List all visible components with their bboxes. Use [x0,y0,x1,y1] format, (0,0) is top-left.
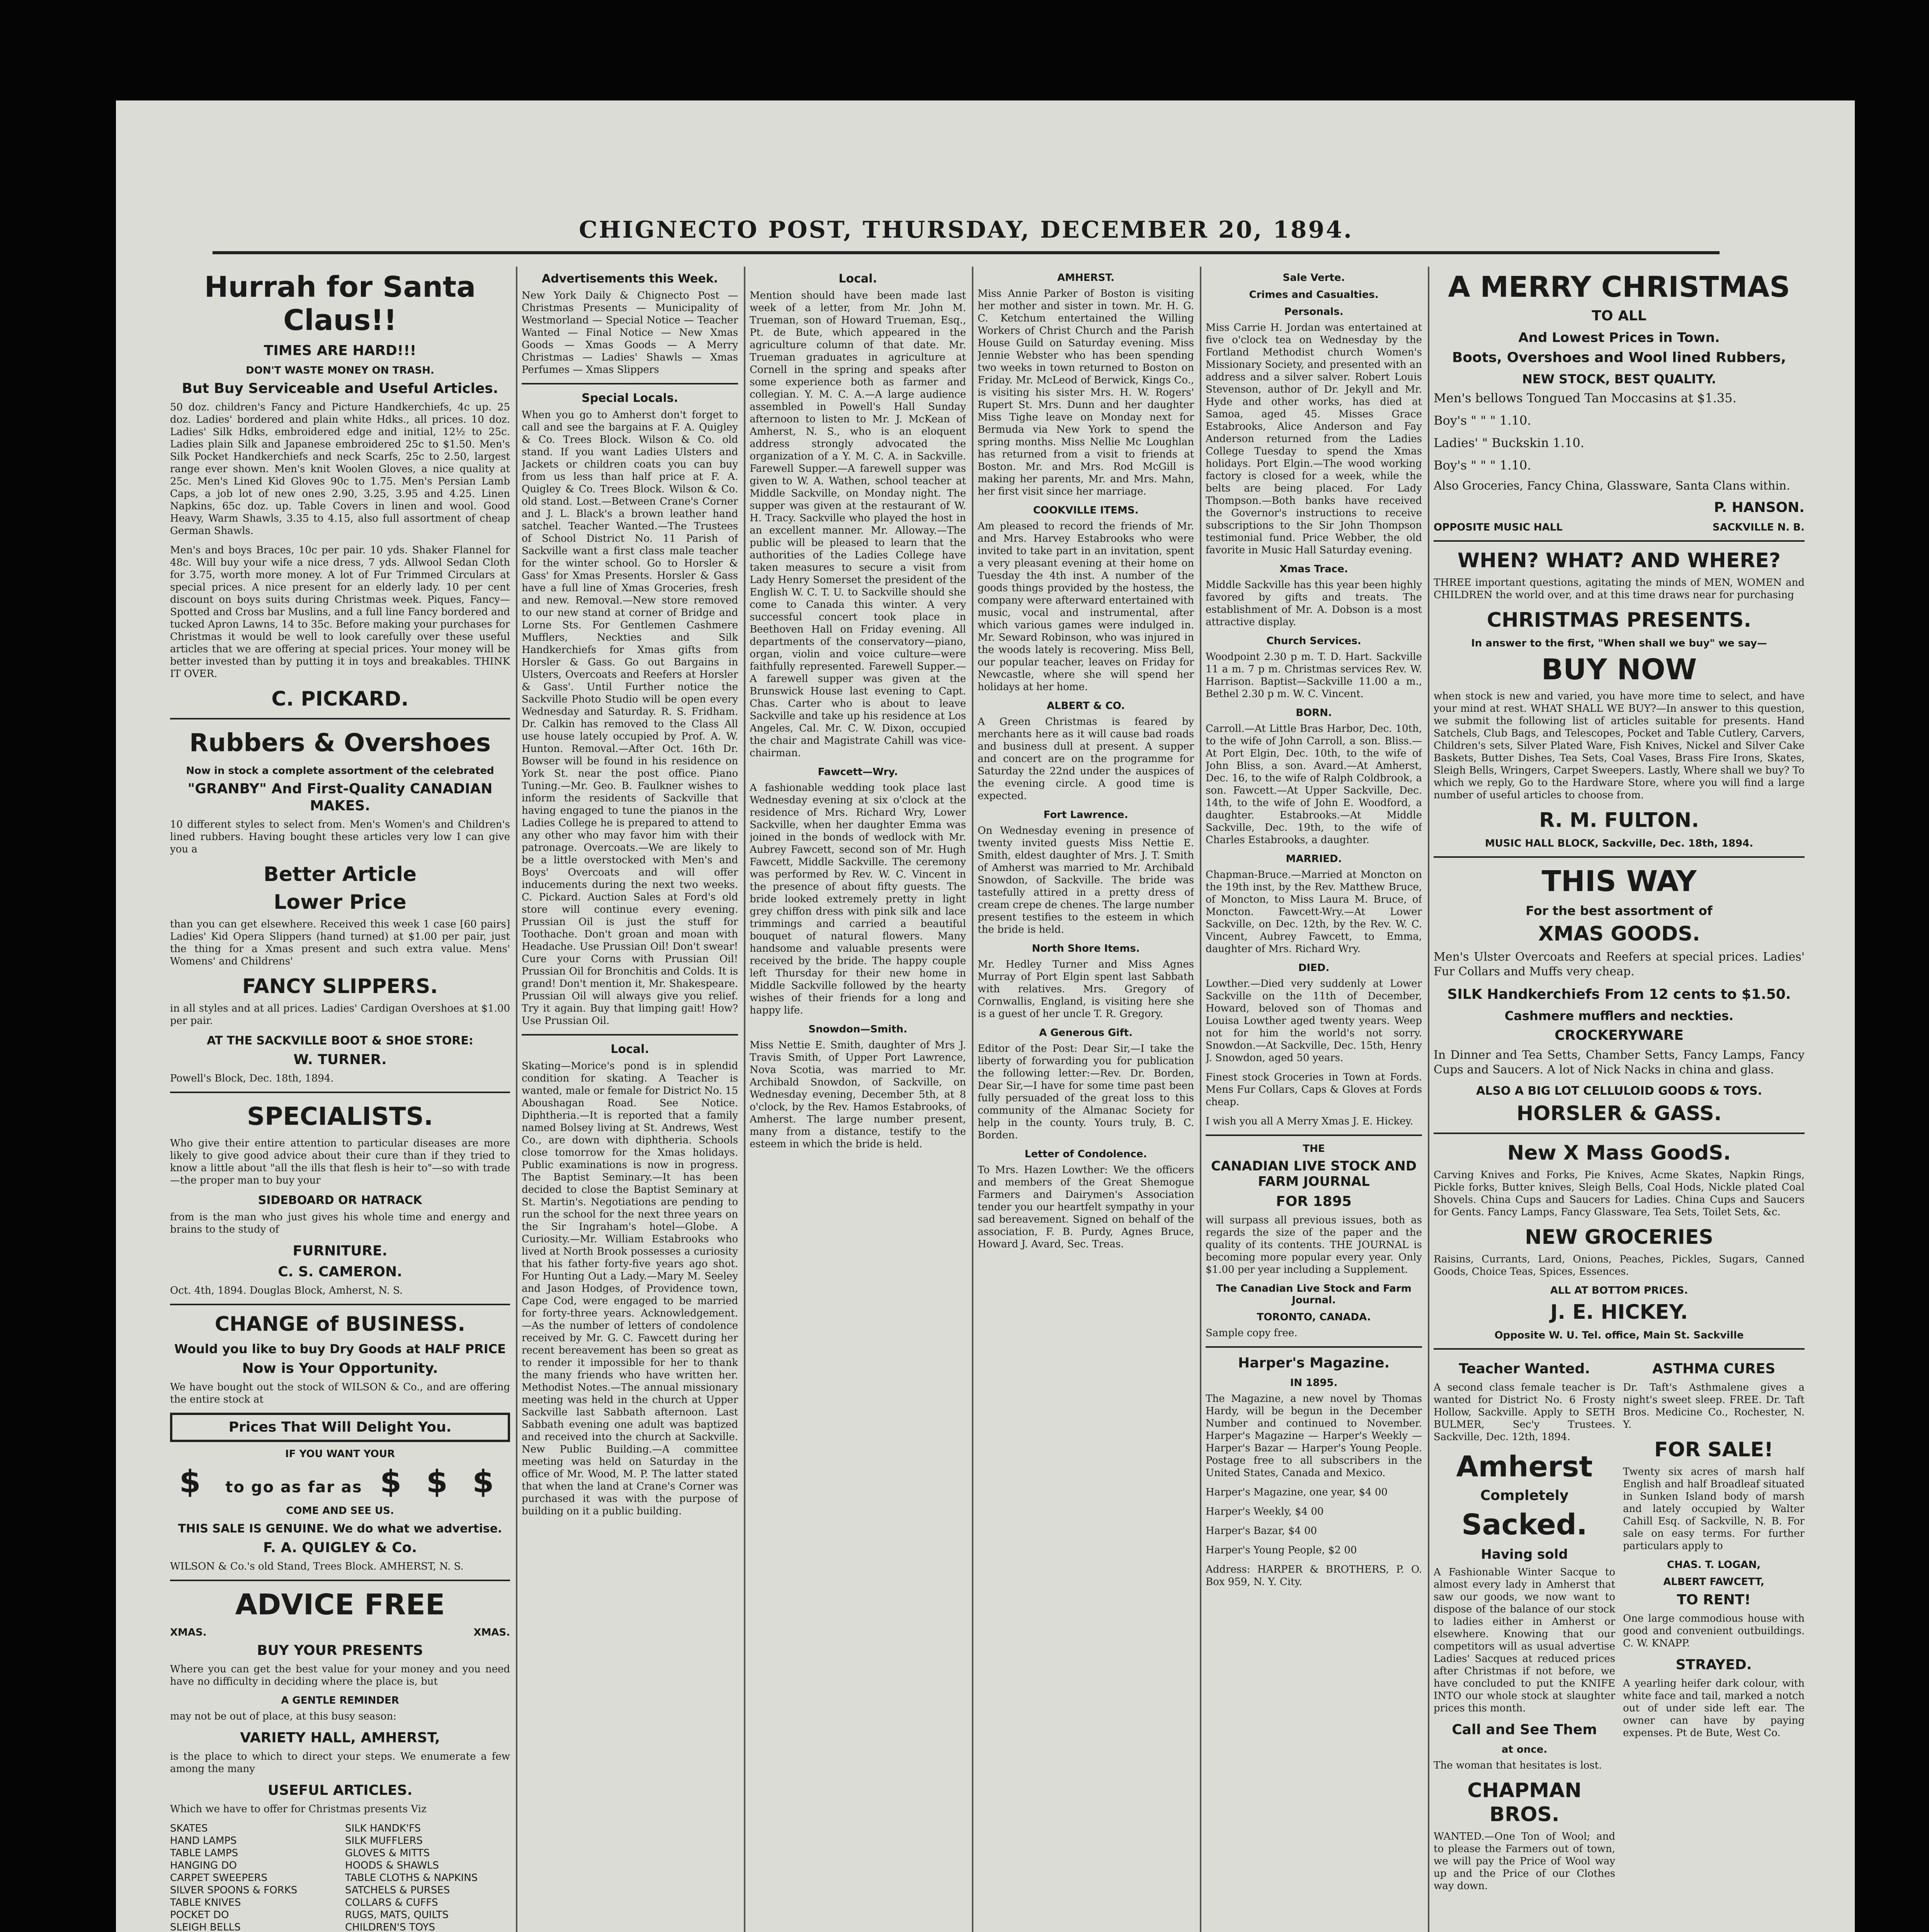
at-once: at once. [1501,1744,1548,1755]
if-want: IF YOU WANT YOUR [285,1448,395,1460]
sale-title: Sale Verte. [1283,272,1345,284]
column-rule [1428,267,1429,1932]
sacked: Sacked. [1461,1508,1587,1541]
hesitates: The woman that hesitates is lost. [1434,1760,1602,1771]
merry-text: MERRY CHRISTMAS [1480,270,1790,304]
list-item: TABLE KNIVES [170,1897,241,1908]
amherst-body: Miss Annie Parker of Boston is visiting her mother and sister in town. Mr. H. G. C. Ketchum entertained the Willing Workers of Christ Church and the Parish House Guild on Saturday evening. Miss Jennie Webster who has been spending two weeks in town returned to Boston on Friday. Mr. McLeod of Berwick, Kings Co., is visiting his sister Mrs. H. W. Rogers' Rupert St. Mrs. Dunn and her daughter Miss Tighe leave on Monday next for Bermuda via New York to spend the spring months. Miss Nellie Mc Loughlan has returned from a visit to friends at Boston. Mr. and Mrs. Rod McGill is making her parents, Mr. and Mrs. Mahn, her first visit since her marriage. [978,288,1194,497]
harpers-year: IN 1895. [1290,1377,1338,1389]
rubbers-title: Rubbers & Overshoes [189,729,491,757]
pickard-name: C. PICKARD. [271,687,409,711]
to-all: TO ALL [1592,308,1647,324]
column-rule [516,267,517,1932]
gift-body: Editor of the Post: Dear Sir,—I take the liberty of forwarding you for publication the following letter:—Rev. Dr. Borden, Dear Sir,—I have for some time past been fully persuaded of the great loss to this community of the Almanac Society for help in the county. Yours truly, B. C. Borden. [978,1043,1194,1141]
list-item: TABLE CLOTHS & NAPKINS [345,1872,478,1884]
strayed: STRAYED. [1676,1657,1752,1673]
celluloid: ALSO A BIG LOT CELLULOID GOODS & TOYS. [1476,1084,1762,1098]
list-item: CARPET SWEEPERS [170,1872,268,1884]
new-groceries: NEW GROCERIES [1525,1226,1713,1249]
moc-line: Men's bellows Tongued Tan Moccasins at $1.35. [1434,391,1737,405]
music-hall: OPPOSITE MUSIC HALL [1434,522,1563,533]
divider [170,1304,510,1305]
married-title: MARRIED. [1286,853,1342,865]
list-item: SILK MUFFLERS [345,1835,423,1847]
list-item: HAND LAMPS [170,1835,237,1847]
xmas-right: XMAS. [473,1627,510,1638]
merry-xmas-line: I wish you all A Merry Xmas J. E. Hickey. [1206,1116,1413,1127]
opportunity: Now is Your Opportunity. [242,1361,438,1376]
harpers-price: Harper's Young People, $2 00 [1206,1544,1357,1556]
new-stock: NEW STOCK, BEST QUALITY. [1522,372,1716,386]
xmas-line [170,1627,510,1638]
santa-ad-sub: TIMES ARE HARD!!! [264,343,417,359]
fortlaw-body: On Wednesday evening in presence of twenty invited guests Miss Nettie E. Smith, eldest daughter of Mrs. J. T. Smith of Amherst was married to Mr. Archibald Snowdon, of Sackville. The bride was tastefully attired in a pretty dress of cream crepe de chenes. The large number present testifies to the esteem in which the bride is held. [978,825,1194,935]
column-5 [1206,267,1422,1932]
when-what-where: WHEN? WHAT? AND WHERE? [1457,549,1781,572]
fulton-name: R. M. FULTON. [1539,809,1699,832]
local-body: Skating—Morice's pond is in splendid condition for skating. A Teacher is wanted, male or female for District No. 15 Aboushagan Road. See Notice. Diphtheria.—It is reported that a family named Bolsey living at St. Andrews, West Co., are down with diphtheria. Schools close tomorrow for the Xmas holidays. Public examinations is now in progress. The Baptist Seminary.—It has been decided to close the Baptist Seminary at St. Martin's. Negotiations are pending to run the school for the next three years on the Sir Ingraham's hotel—Globe. A Curiosity.—Mr. William Estabrooks who lived at North Brook possesses a curiosity that his father forty-five years ago shot. For Hunting Out a Lady.—Mary M. Seeley and Jason Hodges, of Providence town, Cape Cod, were engaged to be married for forty-three years. Acknowledgement.—As the number of letters of condolence received by Mr. G. C. Fawcett during her recent bereavement has been so great as to render it impossible for her to thank the many friends who have written her. Methodist Notes.—The annual missionary meeting was held in the church at Upper Sackville last Sabbath afternoon. Last Sabbath evening one adult was baptized and received into the church at Sackville. New Public Building.—A committee meeting was held on Saturday in the office of Mr. Wood, M. P. The latter stated that when the land at Crane's Corner was purchased it was with the purpose of building on it a public building. [522,1060,738,1517]
having-sold: Having sold [1481,1547,1568,1562]
teacher-body: A second class female teacher is wanted for District No. 6 Frosty Hollow, Sackville. Apply to SETH BULMER, Sec'y Trustees. Sackville, Dec. 12th, 1894. [1434,1382,1615,1443]
cookville-body: Am pleased to record the friends of Mr. and Mrs. Harvey Estabrooks who were invited to take part in an invitation, spent a very pleasant evening at their home on Tuesday the 4th inst. A number of the goods things provided by the hostess, the company were afterward entertained with music, vocal and instrumental, after which various games were indulged in. Mr. Seward Robinson, who was injured in the woods lately is recovering. Miss Bell, our popular teacher, leaves on Friday for Newcastle, where she will spend her holidays at her home. [978,520,1194,693]
new-xmas-goods: New X Mass GoodS. [1507,1141,1731,1165]
furniture-word: FURNITURE. [293,1243,388,1259]
column-3 [750,267,966,1932]
torent-body: One large commodious house with good and convenient outbuildings. C. W. KNAPP. [1623,1613,1805,1649]
hanson-addr [1434,522,1805,533]
teacher-title: Teacher Wanted. [1459,1361,1590,1377]
turner-date: Powell's Block, Dec. 18th, 1894. [170,1073,334,1084]
harpers-body: The Magazine, a new novel by Thomas Hardy, will be begun in the December Number and continued to November. Harper's Magazine — Harper's Weekly — Harper's Bazar — Harper's Young People. Postage free to all subscribers in the United States, Canada and Mexico. [1206,1393,1422,1479]
delight-box: Prices That Will Delight You. [170,1413,510,1442]
journal-the: THE [1303,1143,1325,1155]
column-4 [978,267,1194,1932]
moc-line: Boy's " " " 1.10. [1434,413,1531,428]
torent: TO RENT! [1677,1592,1751,1608]
list-item: GLOVES & MITTS [345,1847,430,1859]
north-body: Mr. Hedley Turner and Miss Agnes Murray of Port Elgin spent last Sabbath with relatives. Mrs. Gregory of Cornwallis, England, is visiting here she is a guest of her uncle T. R. Gregory. [978,959,1194,1020]
albert-title: ALBERT & CO. [1046,700,1125,712]
divider [1434,540,1805,542]
turner-name: W. TURNER. [293,1052,387,1068]
masthead: CHIGNECTO POST, THURSDAY, DECEMBER 20, 1894. [213,209,1720,254]
for-sale-body: Twenty six acres of marsh half English and half Broadleaf situated in Sunken Island body of marsh and lately occupied by Walter Cahill Esq. of Sackville, N. B. For sale on easy terms. For further particulars apply to [1623,1466,1805,1552]
amherst-title: AMHERST. [1057,272,1114,284]
hickey-addr: Opposite W. U. Tel. office, Main St. Sackville [1494,1330,1744,1341]
newspaper-page [116,100,1855,1932]
journal-year: FOR 1895 [1276,1194,1352,1209]
lower-left-ads [1434,1357,1615,1899]
local-title: Local. [611,1043,649,1056]
journal-city: TORONTO, CANADA. [1257,1311,1371,1323]
rubbers-sub: Now in stock a complete assortment of the celebrated [186,765,494,777]
buy-now: BUY NOW [1541,653,1697,686]
divider [1434,856,1805,858]
offer-line: Which we have to offer for Christmas presents Viz [170,1803,427,1815]
strayed-body: A yearling heifer dark colour, with white face and tail, marked a notch out of under side left ear. The owner can have by paying expenses. Pt de Bute, West Co. [1623,1678,1805,1739]
sample-copy: Sample copy free. [1206,1327,1298,1339]
fortlaw-title: Fort Lawrence. [1043,809,1128,821]
died-title: DIED. [1298,962,1330,974]
list-item: RUGS, MATS, QUILTS [345,1909,449,1921]
list-item: HANGING DO [170,1860,237,1871]
church-body: Woodpoint 2.30 p m. T. D. Hart. Sackville 11 a m. 7 p m. Christmas services Rev. W. Harrison. Baptist—Sackville 11.00 a m., Bethel 2.30 p m. W. C. Vincent. [1206,651,1422,700]
hickey-name: J. E. HICKEY. [1550,1301,1688,1324]
crockery: CROCKERYWARE [1555,1027,1684,1043]
column-2 [522,267,738,1932]
sacked-body: A Fashionable Winter Sacque to almost every lady in Amherst that saw our goods, we now want to dispose of the balance of our stock to ladies either in Amherst or elsewhere. Knowing that our competitors will as usual advertise Ladies' Sacques at reduced prices after Christmas if not before, we have concluded to put the KNIFE INTO our whole stock at slaughter prices this month. [1434,1566,1615,1714]
opp-body: We have bought out the stock of WILSON & Co., and are offering the entire stock at [170,1381,510,1405]
snowdon-body: Miss Nettie E. Smith, daughter of Mrs J. Travis Smith, of Upper Port Lawrence, Nova Scotia, was married to Mr. Archibald Snowdon, of Sackville, on Wednesday evening, December 5th, at 8 o'clock, by the Rev. Hamos Estabrooks, of Amherst. The large number present, many from a distance, testify to the esteem in which the bride is held. [750,1039,966,1150]
married-body: Chapman-Bruce.—Married at Moncton on the 19th inst, by the Rev. Matthew Bruce, of Moncton, to Miss Laura M. Bruce, of Moncton. Fawcett-Wry.—At Lower Sackville, on Dec. 12th, by the Rev. W. C. Vincent, Aubrey Fawcett, to Emma, daughter of Mrs. Richard Wry. [1206,869,1422,955]
born-title: BORN. [1296,707,1332,719]
granby-line: "GRANBY" And First-Quality CANADIAN MAKES. [187,781,493,814]
genuine: THIS SALE IS GENUINE. We do what we advertise. [178,1522,502,1536]
list-item: SLEIGH BELLS [170,1922,241,1932]
lower-right-ads [1623,1357,1805,1899]
lower-right-block [1434,1357,1805,1899]
shall-line: In answer to the first, "When shall we buy" we say— [1471,638,1767,649]
sideboard-line: SIDEBOARD OR HATRACK [258,1194,422,1207]
boot-store: AT THE SACKVILLE BOOT & SHOE STORE: [207,1034,473,1048]
for-sale: FOR SALE! [1654,1438,1773,1461]
come-see: COME AND SEE US. [286,1505,394,1517]
divider [170,1580,510,1581]
chapman-name: CHAPMAN BROS. [1467,1779,1582,1826]
advice-title: ADVICE FREE [235,1588,445,1621]
finest-stock: Finest stock Groceries in Town at Fords. Mens Fur Collars, Caps & Gloves at Fords cheap. [1206,1071,1422,1108]
harpers-price: Harper's Magazine, one year, $4 00 [1206,1486,1388,1498]
crimes-title: Crimes and Casualties. [1249,289,1379,301]
fawcett-title: Fawcett—Wry. [818,766,898,778]
specialists-body: Who give their entire attention to particular diseases are more likely to give good advice about their cure than if they tried to know a little about "all the ills that flesh is heir to"—so with trade—the proper man to buy your [170,1138,510,1186]
santa-ad-sub3: But Buy Serviceable and Useful Articles. [182,381,498,396]
list-item: CHILDREN'S TOYS [345,1922,435,1932]
santa-ad-title: Hurrah for Santa Claus!! [204,270,476,337]
local-body: Mention should have been made last week of a letter, from Mr. John M. Trueman, son of Howard Trueman, Esq., Pt. de Bute, which appeared in the agriculture column of that date. Mr. Trueman graduates in agriculture at Cornell in the spring and speaks after some experience both as farmer and collegian. Y. M. C. A.—A large audience assembled in Powell's Hall Sunday afternoon to listen to Mr. J. McKean of Amherst, N. S., who is an eloquent address strongly advocated the organization of a Y. M. C. A. in Sackville. Farewell Supper.—A farewell supper was given to W. A. Wathen, school teacher at Middle Sackville, on Monday night. The supper was given at the restaurant of W. H. Tracy. Sackville who played the host in an excellent manner. Mr. Alloway.—The public will be pleased to learn that the authorities of the Ladies College have taken measures to secure a visit from Lady Henry Somerset the president of the English W. C. T. U. to Sackville should she come to Canada this winter. A very successful concert took place in Beethoven Hall on Friday evening. All departments of the conservatory—piano, organ, violin and voice culture—were faithfully represented. Farewell Supper.—A farewell supper was given at the Brunswick House last evening to Capt. Chas. Carter who is about to leave Sackville and take up his residence at Los Angeles, Cal. Mr. C. W. Dixon, occupied the chair and Magistrate Cahill was vice-chairman. [750,290,966,759]
journal-body: will surpass all previous issues, both as regards the size of the paper and the quality of its contents. THE JOURNAL is becoming more popular every year. Only $1.00 per year including a Supplement. [1206,1214,1422,1276]
quigley-addr: WILSON & Co.'s old Stand, Trees Block. AMHERST, N. S. [170,1561,464,1572]
best-assort: For the best assortment of [1526,903,1713,918]
special-title: Special Locals. [582,391,678,405]
column-1 [170,267,510,1932]
list-item: SATCHELS & PURSES [345,1884,450,1896]
local-title: Local. [839,272,877,286]
santa-ad-body: 50 doz. children's Fancy and Picture Handkerchiefs, 4c up. 25 doz. Ladies' bordered and plain white Hdks., all prices. 10 doz. Ladies' Silk Hdks, embroidered edge and initial, 12½ to 25c. Ladies plain Silk and Japanese embroidered 25c to $1.50. Men's Silk Pocket Handkerchiefs and neck Scarfs, 25c to 2.50, largest range ever shown. Men's knit Woolen Gloves, a nice quality at 25c. Men's Lined Kid Gloves 90c to 1.75. Men's Persian Lamb Caps, a job lot of new ones 2.90, 3.25, 3.95 and 4.25. Linen Napkins, 65c doz. up. Table Covers in linen and wool. Good Heavy, Warm Shawls, 3.35 to 4.15, also full assortment of cheap German Shawls. [170,401,510,537]
xmas-goods: XMAS GOODS. [1538,922,1700,946]
born-body: Carroll.—At Little Bras Harbor, Dec. 10th, to the wife of John Carroll, a son. Bliss.—At Port Elgin, Dec. 10th, to the wife of John Bliss, a son. Avard.—At Amherst, Dec. 16, to the wife of Ralph Coldbrook, a son. Fawcett.—At Upper Sackville, Dec. 14th, to the wife of John E. Woodford, a daughter. Estabrooks.—At Middle Sackville, Dec. 19th, to the wife of Charles Estabrooks, a daughter. [1206,723,1422,846]
merry-christmas-title [1434,270,1805,304]
fawcett-body: A fashionable wedding took place last Wednesday evening at six o'clock at the residence of Mrs. Richard Wry, Lower Sackville, when her daughter Emma was joined in the bonds of wedlock with Mr. Aubrey Fawcett, second son of Mr. Hugh Fawcett, Middle Sackville. The ceremony was performed by Rev. W. C. Vincent in the presence of about fifty guests. The bride looked extremely pretty in light grey chiffon dress with pink silk and lace trimmings and carried a beautiful bouquet of natural flowers. Many handsome and valuable presents were received by the bride. The happy couple left Thursday for their new home in Middle Sackville followed by the hearty wishes of their friends for a long and happy life. [750,782,966,1016]
sackville-nb: SACKVILLE N. B. [1712,522,1805,533]
divider [1434,1133,1805,1134]
divider [170,718,510,719]
condolence-title: Letter of Condolence. [1024,1148,1147,1160]
church-title: Church Services. [1266,635,1361,647]
articles-list [170,1822,510,1932]
divider [170,1092,510,1093]
journal-title: CANADIAN LIVE STOCK AND FARM JOURNAL [1211,1158,1417,1189]
xmas-trace: Xmas Trace. [1279,563,1348,575]
dollar-line [170,1464,510,1500]
far-as: to go as far as [225,1478,362,1496]
furniture-body: from is the man who just gives his whole time and energy and brains to the study of [170,1211,510,1235]
list-item: TABLE LAMPS [170,1847,238,1859]
slippers-body: in all styles and at all prices. Ladies' Cardigan Overshoes at $1.00 per pair. [170,1003,510,1027]
reminder-body: may not be out of place, at this busy season: [170,1711,396,1722]
adv-list: New York Daily & Chignecto Post — Christmas Presents — Municipality of Westmorland — Special Notice — Teacher Wanted — Final Notice — New Xmas Goods — Xmas Goods — A Merry Christmas — Ladies' Shawls — Xmas Perfumes — Xmas Slippers [522,290,738,376]
cameron-addr: Oct. 4th, 1894. Douglas Block, Amherst, N. S. [170,1285,403,1296]
north-title: North Shore Items. [1032,943,1140,954]
divider [522,383,738,384]
cameron-name: C. S. CAMERON. [278,1264,402,1280]
merry-a: A [1448,270,1470,304]
rubbers-body2: than you can get elsewhere. Received this week 1 case [60 pairs] Ladies' Kid Opera Slippers (hand turned) at $1.00 per pair, just the thing for a Xmas present and such extra value. Mens' Womens' and Childrens' [170,918,510,967]
adv-title: Advertisements this Week. [541,272,718,286]
list-item: SKATES [170,1823,208,1834]
chapman-body: WANTED.—One Ton of Wool; and to please the Farmers out of town, we will pay the Price of Wool way up and the Price of our Clothes way down. [1434,1831,1615,1892]
died-body: Lowther.—Died very suddenly at Lower Sackville on the 11th of December, Howard, beloved son of Thomas and Louisa Lowther aged twenty years. Weep not for him the world's not sorry. Snowdon.—At Sackville, Dec. 15th, Henry J. Snowdon, aged 50 years. [1206,978,1422,1064]
personals-title: Personals. [1284,306,1344,318]
xmas-body: Middle Sackville has this year been highly favored by gifts and treats. The establishment of Mr. A. Dobson is a most attractive display. [1206,579,1422,628]
lower-price: Lower Price [274,891,407,914]
cashmere: Cashmere mufflers and neckties. [1504,1009,1734,1023]
list-item: SILK HANDK'FS [345,1823,421,1834]
dollar-right: $ $ $ [380,1464,501,1500]
snowdon-title: Snowdon—Smith. [808,1024,907,1035]
christmas-presents: CHRISTMAS PRESENTS. [1487,609,1752,632]
moc-line: Ladies' " Buckskin 1.10. [1434,435,1584,450]
fulton-addr: MUSIC HALL BLOCK, Sackville, Dec. 18th, 1894. [1485,838,1754,849]
harpers-addr: Address: HARPER & BROTHERS, P. O. Box 959, N. Y. City. [1206,1564,1422,1588]
also-line: Also Groceries, Fancy China, Glassware, Santa Clans within. [1434,479,1790,493]
column-rule [972,267,973,1932]
advice-body: Where you can get the best value for your money and you need have no difficulty in deciding where the place is, but [170,1663,510,1687]
three-questions: THREE important questions, agitating the minds of MEN, WOMEN and CHILDREN the world over, and at this time draws near for purchasing [1434,577,1805,601]
special-body: When you go to Amherst don't forget to call and see the bargains at F. A. Quigley & Co. Trees Block. Wilson & Co. old stand. If you want Ladies Ulsters and Jackets or children coats you can buy from us less than half price at F. A. Quigley & Co. Trees Block. Wilson & Co. old stand. Lost.—Between Crane's Corner and J. L. Black's a brown leather hand satchel. Teacher Wanted.—The Trustees of School District No. 11 Parish of Sackville want a first class male teacher for the winter school. Go to Horsler & Gass' for Xmas Presents. Horsler & Gass have a full line of Xmas Groceries, fresh and new. Removal.—New store removed to our new stand at corner of Bridge and Lorne Sts. For Gentlemen Cashmere Mufflers, Neckties and Silk Handkerchiefs for Xmas gifts from Horsler & Gass. Go out Bargains in Ulsters, Overcoats and Reefers at Horsler & Gass'. Until Further notice the Sackville Photo Studio will be open every Wednesday and Saturday. R. S. Fridham. Dr. Calkin has removed to the Class All use house lately occupied by Prof. A. W. Hunton. Removal.—After Oct. 16th Dr. Bowser will be found in his residence on York St. near the post office. Piano Tuning.—Mr. Geo. B. Faulkner wishes to inform the residents of Sackville that having engaged to tune the pianos in the Ladies College he is prepared to attend to any other who may favor him with their patronage. Overcoats.—We are likely to be a little overstocked with Men's and Boys' Overcoats and will offer inducements during the next two weeks. C. Pickard. Auction Sales at Ford's old store will continue every evening. Prussian Oil is just the stuff for Toothache. Don't groan and moan with Headache. Use Prussian Oil! Don't swear! Cure your Corns with Prussian Oil! Prussian Oil for Bronchitis and Colds. It is grand! Don't mention it, Mr. Shakespeare. Prussian Oil will always give you relief. Try it again. Buy that limping gait! How? Use Prussian Oil. [522,409,738,1027]
divider [1434,1348,1805,1350]
list-item: POCKET DO [170,1909,229,1921]
santa-ad-body2: Men's and boys Braces, 10c per pair. 10 yds. Shaker Flannel for 48c. Will buy your wife a nice dress, 7 yds. Allwool Sedan Cloth for 3.75, worth more money. A lot of Fur Trimmed Circulars at special prices. A nice present for an elderly lady. 10 per cent discount on boys suits during Christmas week. Piques, Fancy—Spotted and Cross bar Muslins, and a full line Fancy bordered and tucked Apron Lawns, 14 to 35c. Before making your purchases for Christmas it would be well to look carefully over these useful articles that we are offering at special prices. Your money will be better invested than by putting it in toys and breakables. THINK IT OVER. [170,544,510,680]
useful-articles: USEFUL ARTICLES. [267,1782,413,1798]
divider [1206,1346,1422,1348]
reminder: A GENTLE REMINDER [281,1695,399,1706]
change-sub: Would you like to buy Dry Goods at HALF PRICE [174,1342,506,1356]
rubbers-body: 10 different styles to select from. Men's Women's and Children's lined rubbers. Having bought these articles very low I can give you a [170,819,510,855]
this-way: THIS WAY [1541,865,1697,898]
column-6 [1434,267,1805,1932]
variety-hall: VARIETY HALL, AMHERST, [240,1730,440,1746]
bottom-prices: ALL AT BOTTOM PRICES. [1550,1285,1688,1296]
lowest-prices: And Lowest Prices in Town. [1518,330,1720,345]
harpers-price: Harper's Weekly, $4 00 [1206,1506,1324,1517]
completely: Completely [1480,1488,1569,1503]
better-article: Better Article [263,863,417,886]
crockery-body: In Dinner and Tea Setts, Chamber Setts, Fancy Lamps, Fancy Cups and Saucers. A lot of Nick Nacks in china and glass. [1434,1048,1805,1077]
list-item: HOODS & SHAWLS [345,1860,439,1871]
amherst-title: Amherst [1456,1450,1593,1483]
fawcett-name: ALBERT FAWCETT, [1663,1576,1764,1588]
boots-line: Boots, Overshoes and Wool lined Rubbers, [1452,350,1786,366]
quigley-name: F. A. QUIGLEY & Co. [263,1540,417,1556]
buy-body: when stock is new and varied, you have more time to select, and have your mind at rest. WHAT SHALL WE BUY?—In answer to this question, we submit the following list of articles suitable for presents. Hand Satchels, Club Bags, and Telescopes, Pocket and Table Cutlery, Carvers, Children's sets, Silver Plated Ware, Fish Knives, Nickel and Silver Cake Baskets, Butter Dishes, Tea Sets, Coal Vases, Brass Fire Irons, Skates, Sleigh Bells, Wringers, Carpet Sweepers. Lastly, Where shall we buy? To which we reply, Go to the Hardware Store, where you will find a large number of useful articles to choose from. [1434,690,1805,801]
personals-body: Miss Carrie H. Jordan was entertained at five o'clock tea on Wednesday by the Fortland Methodist church Women's Missionary Society, and presented with an address and a silver salver. Robert Louis Stevenson, author of Dr. Jekyll and Mr. Hyde and other works, has died at Samoa, aged 45. Misses Grace Estabrooks, Alice Anderson and Fay Anderson returned from the Ladies College Tuesday to spend the Xmas holidays. Port Elgin.—The wood working factory is closed for a week, while the belts are being placed. For Lady Thompson.—Both banks have received the Governor's instructions to receive subscriptions to the Sir John Thompson testimonial fund. Price Webber, the old favorite in Music Hall Saturday evening. [1206,322,1422,556]
horsler-name: HORSLER & GASS. [1516,1102,1722,1125]
groceries-body: Raisins, Currants, Lard, Onions, Peaches, Pickles, Sugars, Canned Goods, Choice Teas, Spices, Essences. [1434,1253,1805,1277]
dollar-left: $ [179,1464,208,1500]
change-title: CHANGE of BUSINESS. [214,1313,466,1336]
fancy-slippers: FANCY SLIPPERS. [242,975,438,998]
new-xmas-body: Carving Knives and Forks, Pie Knives, Acme Skates, Napkin Rings, Pickle forks, Butter knives, Sleigh Bells, Coal Hods, Nickle plated Coal Shovels. China Cups and Saucers for Ladies. China Cups and Saucers for Gents. Fancy Lamps, Fancy Glassware, Tea Sets, Toilet Sets, &c. [1434,1169,1805,1218]
ulsters: Men's Ulster Overcoats and Reefers at special prices. Ladies' Fur Collars and Muffs very cheap. [1434,950,1805,978]
divider [522,1034,738,1036]
xmas-left: XMAS. [170,1627,207,1638]
buy-presents: BUY YOUR PRESENTS [257,1643,423,1658]
specialists-title: SPECIALISTS. [247,1102,433,1131]
asthma-title: ASTHMA CURES [1652,1361,1776,1377]
cookville-title: COOKVILLE ITEMS. [1033,505,1139,516]
hanson-name: P. HANSON. [1714,500,1805,515]
asthma-body: Dr. Taft's Asthmalene gives a night's sweet sleep. FREE. Dr. Taft Bros. Medicine Co., Rochester, N. Y. [1623,1382,1805,1430]
albert-body: A Green Christmas is feared by merchants here as it will cause bad roads and business dull at present. A supper and concert are on the programme for Saturday the 22nd under the auspices of the evening circle. A good time is expected. [978,716,1194,802]
list-item: SILVER SPOONS & FORKS [170,1884,298,1896]
call-see: Call and See Them [1452,1722,1597,1738]
logan-name: CHAS. T. LOGAN, [1667,1559,1761,1571]
santa-ad-sub2: DON'T WASTE MONEY ON TRASH. [246,365,434,376]
divider [1206,1134,1422,1136]
moc-line: Boy's " " " 1.10. [1434,458,1531,473]
variety-body: is the place to which to direct your steps. We enumerate a few among the many [170,1751,510,1775]
column-rule [744,267,745,1932]
journal-addr: The Canadian Live Stock and Farm Journal. [1216,1283,1412,1306]
harpers-price: Harper's Bazar, $4 00 [1206,1525,1317,1537]
list-item: COLLARS & CUFFS [345,1897,438,1908]
condolence-body: To Mrs. Hazen Lowther: We the officers and members of the Great Shemogue Farmers and Dairymen's Association tender you our heartfelt sympathy in your sad bereavement. Signed on behalf of the association, F. B. Purdy, Agnes Bruce, Howard J. Avard, Sec. Treas. [978,1164,1194,1250]
gift-title: A Generous Gift. [1039,1027,1133,1039]
harpers-title: Harper's Magazine. [1238,1355,1390,1371]
column-rule [1200,267,1201,1932]
silk-hdk: SILK Handkerchiefs From 12 cents to $1.50. [1447,986,1791,1002]
